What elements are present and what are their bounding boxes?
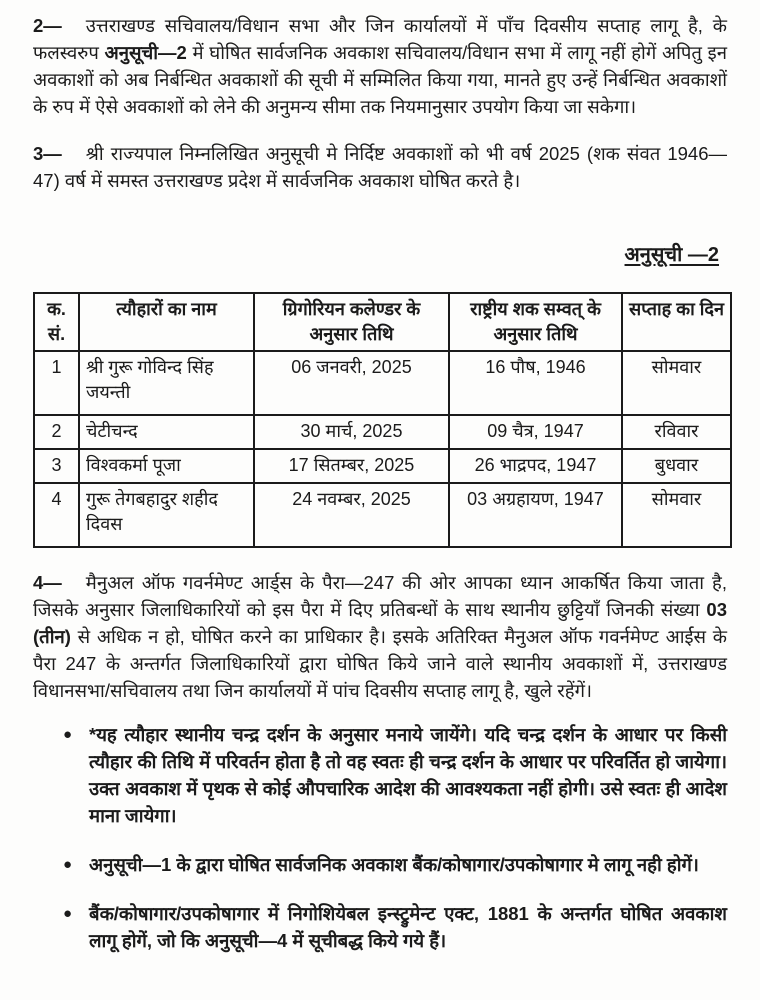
row-4-gregorian-date: 24 नवम्बर, 2025 <box>254 483 449 547</box>
paragraph-2-text-b: में घोषित सार्वजनिक अवकाश सचिवालय/विधान सभा में लागू नहीं होगें अपितु इन अवकाशों को अब निर्बन्धित अवकाशों की सूची में सम्मिलित किया गया, मानते हुए उन्हें निर्बन्धित अवकाशों के रुप में ऐसे अवकाशों को लेने की अनुमन्य सीमा तक नियमानुसार उपयोग किया जा सकेगा। <box>33 42 727 117</box>
bullet-icon: ● <box>63 856 73 873</box>
header-festival-name: त्यौहारों का नाम <box>79 293 254 351</box>
table-row <box>34 483 731 547</box>
row-4-weekday: सोमवार <box>622 483 731 547</box>
bullet-icon: ● <box>63 905 73 922</box>
row-1-saka-date: 16 पौष, 1946 <box>449 351 622 415</box>
row-2-weekday: रविवार <box>622 415 731 449</box>
paragraph-3 <box>33 140 727 194</box>
table-header-row <box>34 293 731 351</box>
header-saka-date: राष्ट्रीय शक सम्वत् के अनुसार तिथि <box>449 293 622 351</box>
list-item <box>63 721 727 829</box>
header-weekday: सप्ताह का दिन <box>622 293 731 351</box>
row-3-festival: विश्वकर्मा पूजा <box>79 449 254 483</box>
schedule-2-heading-text: अनुसूची —2 <box>624 244 719 266</box>
row-3-serial: 3 <box>34 449 79 483</box>
row-4-saka-date: 03 अग्रहायण, 1947 <box>449 483 622 547</box>
paragraph-3-text: श्री राज्यपाल निम्नलिखित अनुसूची मे निर्दिष्ट अवकाशों को भी वर्ष 2025 (शक संवत 1946—47) वर्ष में समस्त उत्तराखण्ड प्रदेश में सार्वजनिक अवकाश घोषित करते है। <box>33 143 727 191</box>
paragraph-2-text-a: उत्तराखण्ड सचिवालय/विधान सभा और जिन कार्यालयों में पाँच दिवसीय सप्ताह लागू है, के फलस्वरुप <box>33 15 727 63</box>
table-row <box>34 415 731 449</box>
paragraph-2 <box>33 12 727 120</box>
note-schedule-1-banks: अनुसूची—1 के द्वारा घोषित सार्वजनिक अवकाश बैंक/कोषागार/उपकोषागार मे लागू नही होगें। <box>89 854 699 875</box>
paragraph-4 <box>33 569 727 704</box>
paragraph-2-bold-term: अनुसूची—2 <box>104 42 187 63</box>
note-lunar-sighting: *यह त्यौहार स्थानीय चन्द्र दर्शन के अनुसार मनाये जायेंगे। यदि चन्द्र दर्शन के आधार पर किसी त्यौहार की तिथि में परिवर्तन होता है तो वह स्वतः ही चन्द्र दर्शन के आधार पर परिवर्तित हो जायेगा। उक्त अवकाश में पृथक से कोई औपचारिक आदेश की आवश्यकता नहीं होगी। उसे स्वतः ही आदेश माना जायेगा। <box>89 724 727 826</box>
table-row <box>34 449 731 483</box>
table-row <box>34 351 731 415</box>
row-2-gregorian-date: 30 मार्च, 2025 <box>254 415 449 449</box>
row-2-serial: 2 <box>34 415 79 449</box>
row-2-festival: चेटीचन्द <box>79 415 254 449</box>
header-gregorian-date: ग्रिगोरियन कलेण्डर के अनुसार तिथि <box>254 293 449 351</box>
row-4-serial: 4 <box>34 483 79 547</box>
list-item <box>63 851 727 878</box>
paragraph-4-number: 4— <box>33 572 62 593</box>
paragraph-4-text-b: से अधिक न हो, घोषित करने का प्राधिकार है। इसके अतिरिक्त मैनुअल ऑफ गवर्नमेण्ट आर्ईस के पैरा 247 के अन्तर्गत जिलाधिकारियों द्वारा घोषित किये जाने वाले स्थानीय अवकाशों में, उत्तराखण्ड विधानसभा/सचिवालय तथा जिन कार्यालयों में पांच दिवसीय सप्ताह लागू है, खुले रहेंगें। <box>33 626 727 701</box>
row-3-gregorian-date: 17 सितम्बर, 2025 <box>254 449 449 483</box>
row-2-saka-date: 09 चैत्र, 1947 <box>449 415 622 449</box>
header-serial-number: क. सं. <box>34 293 79 351</box>
note-negotiable-instruments-act: बैंक/कोषागार/उपकोषागार में निगोशियेबल इन्स्ट्रुमेन्ट एक्ट, 1881 के अन्तर्गत घोषित अवकाश लागू होगें, जो कि अनुसूची—4 में सूचीबद्ध किये गये हैं। <box>89 903 727 951</box>
paragraph-3-number: 3— <box>33 143 62 164</box>
notes-list <box>33 721 727 954</box>
paragraph-2-number: 2— <box>33 15 62 36</box>
holiday-schedule-table <box>33 292 732 548</box>
row-1-gregorian-date: 06 जनवरी, 2025 <box>254 351 449 415</box>
paragraph-4-text-a: मैनुअल ऑफ गवर्नमेण्ट आर्ड्स के पैरा—247 की ओर आपका ध्यान आकर्षित किया जाता है, जिसके अनुसार जिलाधिकारियों को इस पैरा में दिए प्रतिबन्धों के साथ स्थानीय छुट्टियाँ जिनकी संख्या <box>33 572 727 620</box>
list-item <box>63 900 727 954</box>
schedule-2-heading <box>33 240 727 267</box>
bullet-icon: ● <box>63 726 73 743</box>
row-1-festival: श्री गुरू गोविन्द सिंह जयन्ती <box>79 351 254 415</box>
row-1-weekday: सोमवार <box>622 351 731 415</box>
row-1-serial: 1 <box>34 351 79 415</box>
row-3-saka-date: 26 भाद्रपद, 1947 <box>449 449 622 483</box>
paragraph-4-bold-term: 03 (तीन) <box>33 599 727 647</box>
row-4-festival: गुरू तेगबहादुर शहीद दिवस <box>79 483 254 547</box>
row-3-weekday: बुधवार <box>622 449 731 483</box>
